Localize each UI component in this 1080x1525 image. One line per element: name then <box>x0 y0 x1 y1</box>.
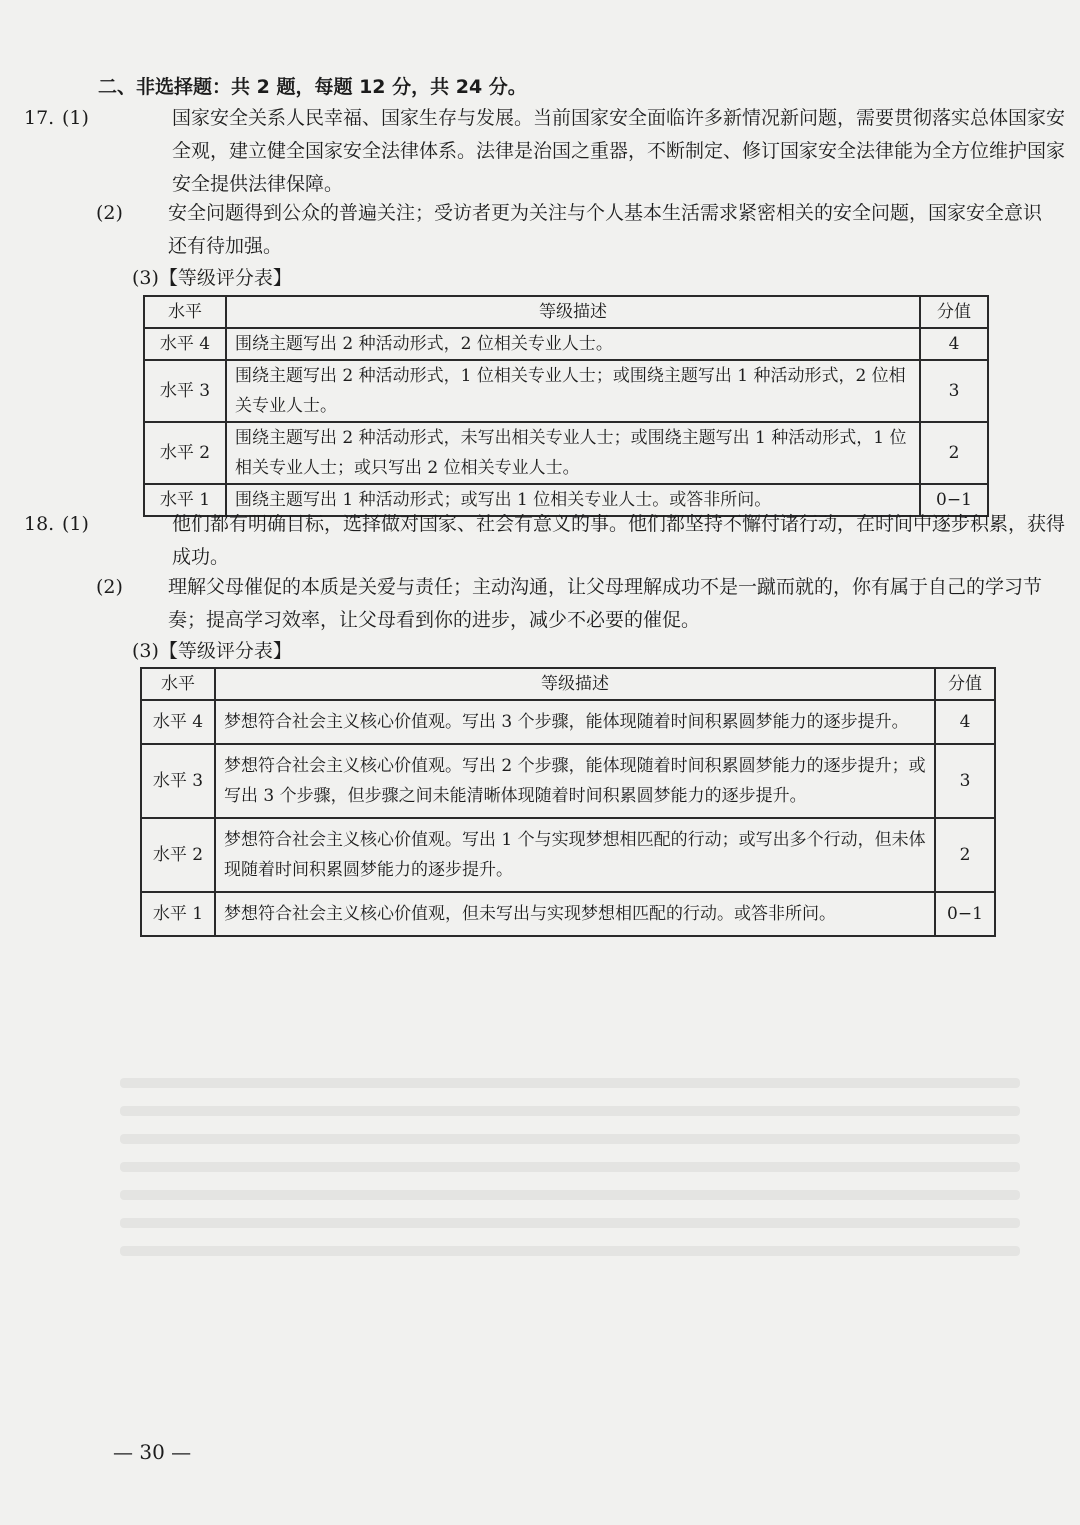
row-description: 围绕主题写出 2 种活动形式，未写出相关专业人士；或围绕主题写出 1 种活动形式，1 位相关专业人士；或只写出 2 位相关专业人士。 <box>226 422 920 484</box>
bleed-through-background <box>120 1060 1020 1320</box>
table-row <box>141 744 995 818</box>
row-score: 4 <box>920 328 988 360</box>
q17-part1 <box>24 102 1080 201</box>
table-row <box>144 422 988 484</box>
q17-part1-label: (1) <box>62 107 89 129</box>
q17-rubric-table <box>143 295 989 517</box>
table-row <box>141 892 995 936</box>
q18-part3-label: (3)【等级评分表】 <box>132 640 292 662</box>
row-score: 2 <box>935 818 995 892</box>
table-row <box>144 328 988 360</box>
row-level: 水平 4 <box>141 700 215 744</box>
table-row <box>141 700 995 744</box>
row-level: 水平 3 <box>141 744 215 818</box>
q17-part1-text: 国家安全关系人民幸福、国家生存与发展。当前国家安全面临许多新情况新问题，需要贯彻落实总体国家安全观，建立健全国家安全法律体系。法律是治国之重器，不断制定、修订国家安全法律能为全方位维护国家安全提供法律保障。 <box>172 107 1066 195</box>
table-row <box>144 360 988 422</box>
row-level: 水平 3 <box>144 360 226 422</box>
row-description: 梦想符合社会主义核心价值观。写出 2 个步骤，能体现随着时间积累圆梦能力的逐步提升；或写出 3 个步骤，但步骤之间未能清晰体现随着时间积累圆梦能力的逐步提升。 <box>215 744 935 818</box>
header-level: 水平 <box>141 668 215 700</box>
row-score: 3 <box>920 360 988 422</box>
q18-part1-text: 他们都有明确目标，选择做对国家、社会有意义的事。他们都坚持不懈付诸行动，在时间中逐步积累，获得成功。 <box>172 513 1066 568</box>
row-score: 0−1 <box>920 484 988 516</box>
row-description: 梦想符合社会主义核心价值观，但未写出与实现梦想相匹配的行动。或答非所问。 <box>215 892 935 936</box>
row-description: 梦想符合社会主义核心价值观。写出 3 个步骤，能体现随着时间积累圆梦能力的逐步提升。 <box>215 700 935 744</box>
row-description: 梦想符合社会主义核心价值观。写出 1 个与实现梦想相匹配的行动；或写出多个行动，但未体现随着时间积累圆梦能力的逐步提升。 <box>215 818 935 892</box>
row-description: 围绕主题写出 2 种活动形式，2 位相关专业人士。 <box>226 328 920 360</box>
q18-rubric-table <box>140 667 996 937</box>
q18-part2-label: (2) <box>96 576 123 598</box>
q18-part1-label: (1) <box>62 513 89 535</box>
row-score: 0−1 <box>935 892 995 936</box>
row-description: 围绕主题写出 1 种活动形式；或写出 1 位相关专业人士。或答非所问。 <box>226 484 920 516</box>
q17-part2 <box>96 197 1044 263</box>
row-level: 水平 1 <box>144 484 226 516</box>
row-level: 水平 2 <box>144 422 226 484</box>
row-level: 水平 1 <box>141 892 215 936</box>
header-score: 分值 <box>920 296 988 328</box>
table-header-row <box>141 668 995 700</box>
q18-part2-text: 理解父母催促的本质是关爱与责任；主动沟通，让父母理解成功不是一蹴而就的，你有属于自己的学习节奏；提高学习效率，让父母看到你的进步，减少不必要的催促。 <box>168 576 1043 631</box>
section-title: 二、非选择题：共 2 题，每题 12 分，共 24 分。 <box>98 76 527 98</box>
q18-part1 <box>24 508 1080 574</box>
row-score: 4 <box>935 700 995 744</box>
q18-part2 <box>96 571 1044 637</box>
q18-number: 18. <box>24 513 55 535</box>
row-score: 2 <box>920 422 988 484</box>
page-number: — 30 — <box>113 1440 192 1464</box>
header-description: 等级描述 <box>215 668 935 700</box>
table-row <box>141 818 995 892</box>
header-score: 分值 <box>935 668 995 700</box>
header-level: 水平 <box>144 296 226 328</box>
q17-part3-label: (3)【等级评分表】 <box>132 267 292 289</box>
row-score: 3 <box>935 744 995 818</box>
q17-number: 17. <box>24 107 55 129</box>
q17-part2-label: (2) <box>96 202 123 224</box>
q17-part2-text: 安全问题得到公众的普遍关注；受访者更为关注与个人基本生活需求紧密相关的安全问题，国家安全意识还有待加强。 <box>168 202 1043 257</box>
row-description: 围绕主题写出 2 种活动形式，1 位相关专业人士；或围绕主题写出 1 种活动形式，2 位相关专业人士。 <box>226 360 920 422</box>
header-description: 等级描述 <box>226 296 920 328</box>
row-level: 水平 2 <box>141 818 215 892</box>
row-level: 水平 4 <box>144 328 226 360</box>
table-header-row <box>144 296 988 328</box>
